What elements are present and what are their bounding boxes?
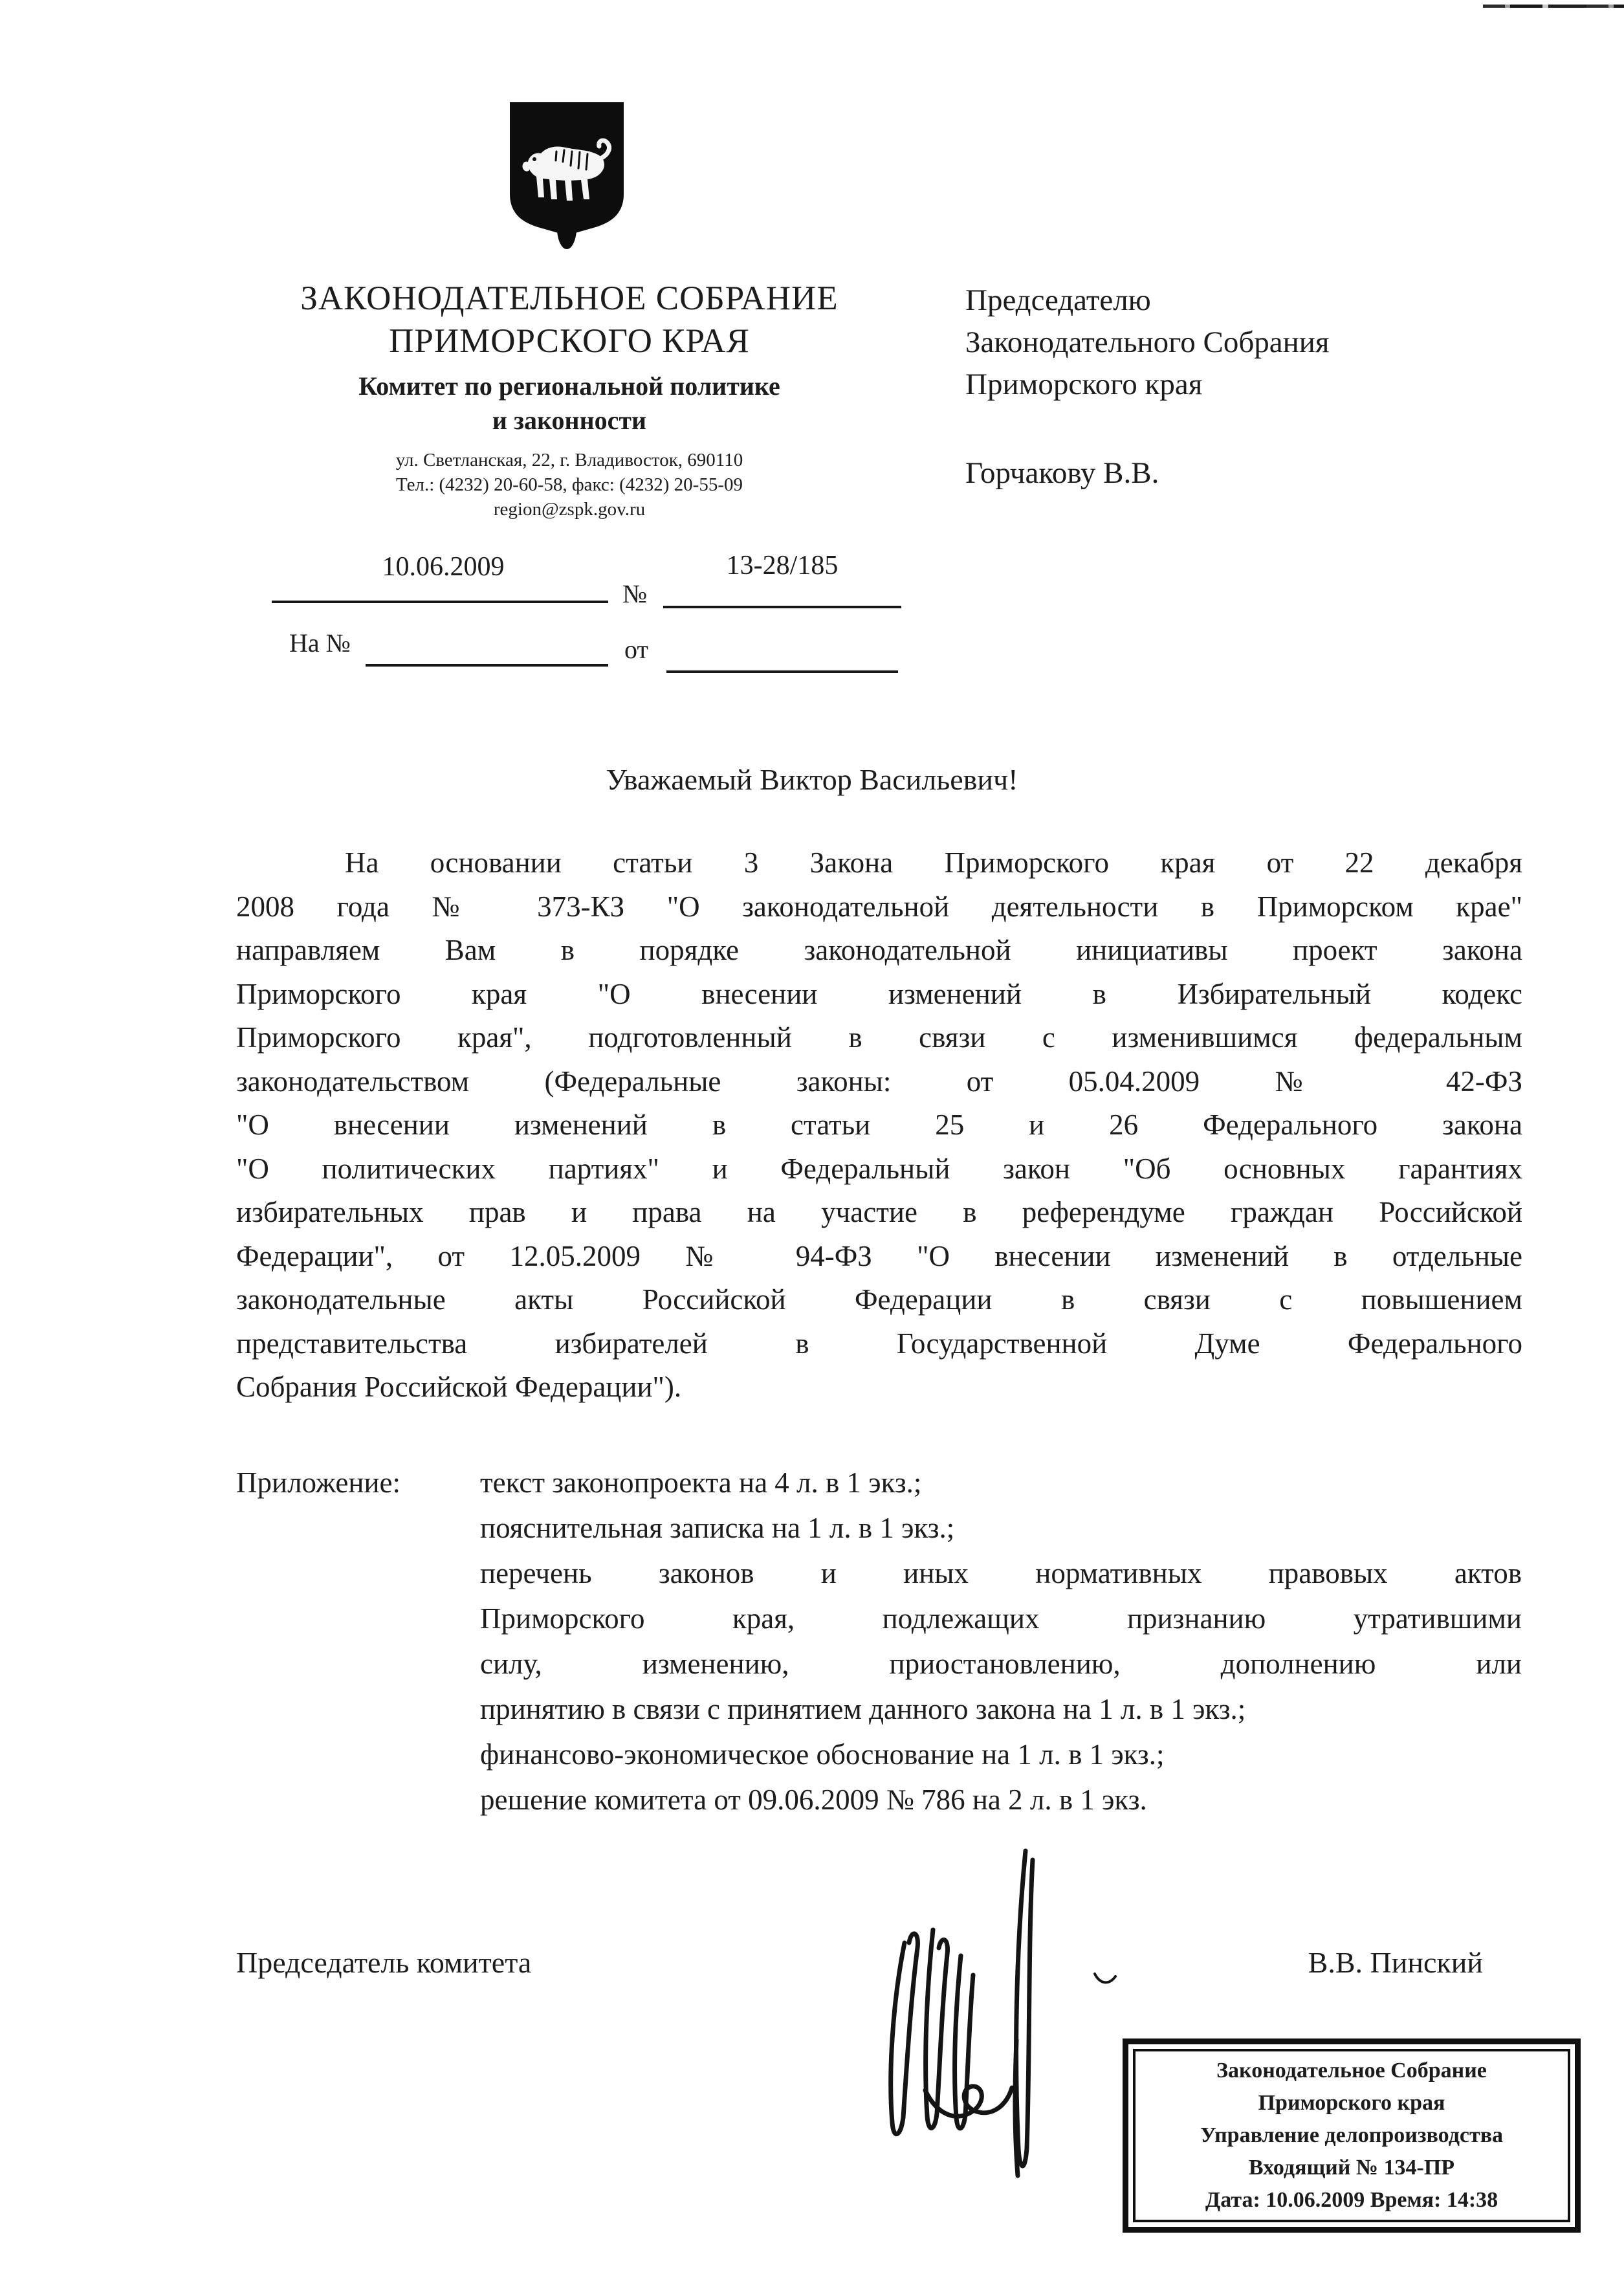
email-line: region@zspk.gov.ru [493, 499, 646, 520]
body-line: направляем Вам в порядке законодательной инициативы проект закона [236, 934, 1522, 966]
attachment-item-line: принятию в связи с принятием данного закона на 1 л. в 1 экз.; [480, 1693, 1246, 1725]
body-line: "О политических партиях" и Федеральный закон "Об основных гарантиях [236, 1152, 1522, 1185]
body-line: 2008 года № 373-КЗ "О законодательной деятельности в Приморском крае" [236, 890, 1522, 923]
signature-area [828, 1846, 1106, 2185]
committee-name-line2: и законности [492, 406, 647, 435]
phone-fax-line: Тел.: (4232) 20-60-58, факс: (4232) 20-55-09 [396, 474, 743, 495]
scan-artifact-line [1483, 5, 1624, 8]
attachment-item-line: решение комитета от 09.06.2009 № 786 на 2 л. в 1 экз. [480, 1784, 1147, 1816]
reply-from-label: от [624, 635, 648, 664]
stamp-department: Управление делопроизводства [1200, 2123, 1504, 2147]
blank-line [366, 664, 608, 667]
body-line: представительства избирателей в Государственной Думе Федерального [236, 1327, 1522, 1360]
address-line: ул. Светланская, 22, г. Владивосток, 690110 [395, 450, 743, 470]
body-line: Приморского края", подготовленный в связи с изменившимся федеральным [236, 1021, 1522, 1054]
attachments-label: Приложение: [236, 1466, 401, 1499]
salutation: Уважаемый Виктор Васильевич! [606, 763, 1018, 796]
body-line: избирательных прав и права на участие в референдуме граждан Российской [236, 1196, 1522, 1228]
recipient-title-line: Законодательного Собрания [965, 326, 1330, 359]
outgoing-date-value: 10.06.2009 [382, 552, 505, 582]
stamp-incoming-number: Входящий № 134-ПР [1248, 2156, 1455, 2180]
body-line: На основании статьи 3 Закона Приморского края от 22 декабря [345, 846, 1522, 879]
recipient-block [965, 280, 1548, 494]
attachment-item-line: силу, изменению, приостановлению, дополнению или [480, 1648, 1522, 1680]
coat-of-arms [505, 97, 629, 250]
attachment-item-line: пояснительная записка на 1 л. в 1 экз.; [480, 1512, 955, 1544]
number-sign-label: № [622, 579, 648, 608]
attachment-item-line: Приморского края, подлежащих признанию утратившими [480, 1602, 1522, 1635]
stamp-org-line2: Приморского края [1258, 2091, 1445, 2115]
attachment-item-line: перечень законов и иных нормативных правовых актов [480, 1557, 1522, 1589]
blank-line [663, 606, 901, 608]
signer-title: Председатель комитета [236, 1946, 532, 1979]
signature-ink-icon [828, 1846, 1106, 2185]
tiger-shield-icon [505, 97, 629, 250]
body-line: "О внесении изменений в статьи 25 и 26 Федерального закона [236, 1109, 1522, 1141]
attachment-item-line: текст законопроекта на 4 л. в 1 экз.; [480, 1466, 922, 1499]
body-paragraph [236, 841, 1522, 1409]
recipient-title-line: Приморского края [965, 368, 1203, 401]
incoming-stamp [1123, 2038, 1581, 2233]
body-line: законодательные акты Российской Федерации в связи с повышением [236, 1283, 1522, 1316]
body-line: законодательством (Федеральные законы: от 05.04.2009 № 42-ФЗ [236, 1065, 1522, 1098]
body-line: Собрания Российской Федерации"). [236, 1371, 682, 1403]
pen-tick-mark [1092, 1971, 1118, 1988]
org-name-line1: ЗАКОНОДАТЕЛЬНОЕ СОБРАНИЕ [300, 280, 839, 317]
body-line: Федерации", от 12.05.2009 № 94-ФЗ "О внесении изменений в отдельные [236, 1239, 1522, 1272]
org-name-line2: ПРИМОРСКОГО КРАЯ [389, 322, 750, 360]
body-line: Приморского края "О внесении изменений в Избирательный кодекс [236, 977, 1522, 1010]
committee-name-line1: Комитет по региональной политике [358, 371, 780, 401]
signer-name: В.В. Пинский [1308, 1946, 1483, 1979]
blank-line [272, 601, 608, 603]
reply-to-number-label: На № [289, 628, 351, 657]
attachment-item-line: финансово-экономическое обоснование на 1 л. в 1 экз.; [480, 1738, 1165, 1771]
blank-line [666, 670, 898, 673]
stamp-date-time: Дата: 10.06.2009 Время: 14:38 [1205, 2188, 1498, 2212]
recipient-name: Горчакову В.В. [965, 456, 1159, 490]
stamp-org-line1: Законодательное Собрание [1216, 2059, 1487, 2083]
outgoing-number-value: 13-28/185 [726, 551, 839, 580]
incoming-stamp-inner-border [1133, 2049, 1570, 2222]
attachments-list [480, 1460, 1522, 1822]
recipient-title-line: Председателю [965, 283, 1151, 317]
letterhead [207, 277, 932, 522]
